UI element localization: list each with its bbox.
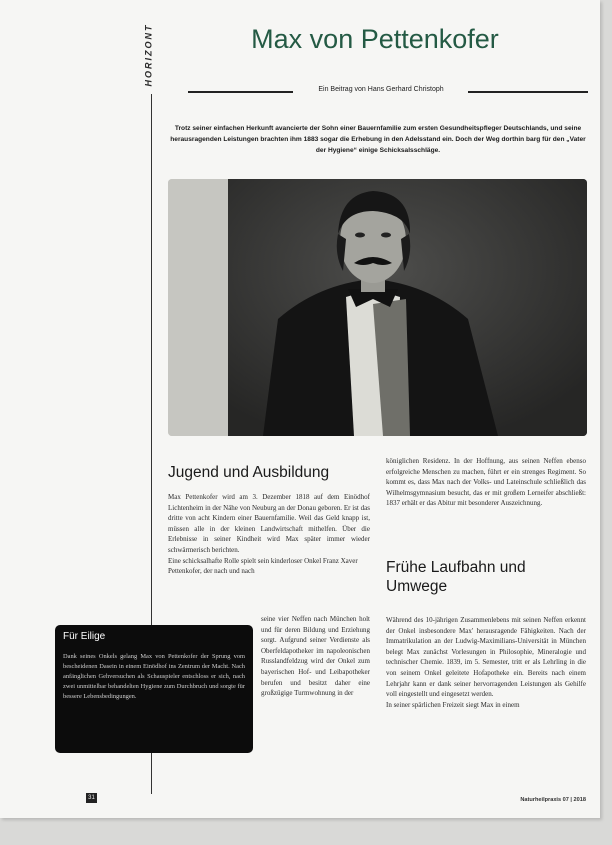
byline-row xyxy=(188,86,588,98)
byline-rule-left xyxy=(188,91,293,93)
summary-text: Dank seines Onkels gelang Max von Pettenkofer der Sprung vom bescheidenen Dasein in einem Einödhof ins Zentrum der Macht. Nach anfänglichen Gehversuchen als Schauspieler entschloss er sich, nach zwei unmittelbar behandelten Hygiene zum Durchbruch und sorgte für bessere Lebensbedingungen. xyxy=(63,653,245,700)
section-heading-career: Frühe Laufbahn und Umwege xyxy=(386,559,526,595)
column-1-narrow xyxy=(261,614,370,699)
paragraph-uncle-start: Eine schicksalhafte Rolle spielt sein kinderloser Onkel Franz Xaver Pettenkofer, der nach und nach xyxy=(168,556,358,576)
section-label-text: HORIZONT xyxy=(143,23,154,87)
paragraph-career: Während des 10-jährigen Zusammenlebens mit seinen Neffen erkennt der Onkel insbesondere Max' herausragende Fähigkeiten. Nach der Immatrikulation an der Ludwig-Maximilians-Universität in München belegt Max zunächst Vorlesungen in Philosophie, Mineralogie und technischer Chemie. 1839, im 5. Semester, tritt er als Lehrling in die von seinem Onkel geleitete Hofapotheke ein. Bereits nach einem Lehrjahr kann er dank seiner hervorragenden Leistungen als Gehilfe voll eingestellt und eingesetzt werden. xyxy=(386,616,586,699)
byline: Ein Beitrag von Hans Gerhard Christoph xyxy=(318,86,444,93)
summary-box xyxy=(55,625,253,753)
paragraph-career-cont: In seiner spärlichen Freizeit siegt Max in einem xyxy=(386,700,520,709)
paragraph-birth: Max Pettenkofer wird am 3. Dezember 1818 auf dem Einödhof Lichtenheim in der Nähe von Neuburg an der Donau geboren. Er ist das dritte von acht Kindern einer Bauernfamilie. Weil das Geld knapp ist, müssen alle in der kleinen Landwirtschaft mithelfen. Über die Erlebnisse in seiner Kindheit wird Max später immer wieder schwärmerisch berichten. xyxy=(168,493,370,554)
section-label xyxy=(139,22,159,92)
article-title: Max von Pettenkofer xyxy=(251,24,499,54)
column-2-top xyxy=(386,456,586,509)
paragraph-residence: königlichen Residenz. In der Hoffnung, aus seinen Neffen ebenso erfolgreiche Menschen zu machen, führt er ein strenges Regiment. So kommt es, dass Max nach der Volks- und Lateinschule schließlich das Wilhelmsgymnasium besucht, das er mit großem Lerneifer abschließt: 1837 erhält er das Abitur mit besonderer Auszeichnung. xyxy=(386,457,586,508)
summary-title: Für Eilige xyxy=(63,631,106,642)
page-number: 31 xyxy=(86,793,97,803)
byline-rule-right xyxy=(468,91,588,93)
footer-issue: Naturheilpraxis 07 | 2018 xyxy=(520,797,586,803)
intro-paragraph: Trotz seiner einfachen Herkunft avancierte der Sohn einer Bauernfamilie zum ersten Gesundheitspfleger Deutschlands, und seine herausragenden Leistungen brachten ihm 1883 sogar die Erhebung in den Adelsstand ein. Doch der Weg dorthin barg für den „Vater der Hygiene“ einige Schicksalsschläge. xyxy=(170,125,586,154)
portrait-illustration xyxy=(168,179,587,436)
section-heading-youth: Jugend und Ausbildung xyxy=(168,464,330,481)
portrait-photo xyxy=(168,179,587,436)
column-1-text xyxy=(168,492,370,577)
paragraph-uncle-narrow: seine vier Neffen nach München holt und für deren Bildung und Erziehung sorgt. Aufgrund seiner Verdienste als Oberfeldapotheker im napoleonischen Russlandfeldzug wird der Onkel zum bayerischen Hof- und Leibapotheker berufen und besitzt daher eine großzügige Turmwohnung in der xyxy=(261,615,370,698)
column-2-text xyxy=(386,615,586,710)
